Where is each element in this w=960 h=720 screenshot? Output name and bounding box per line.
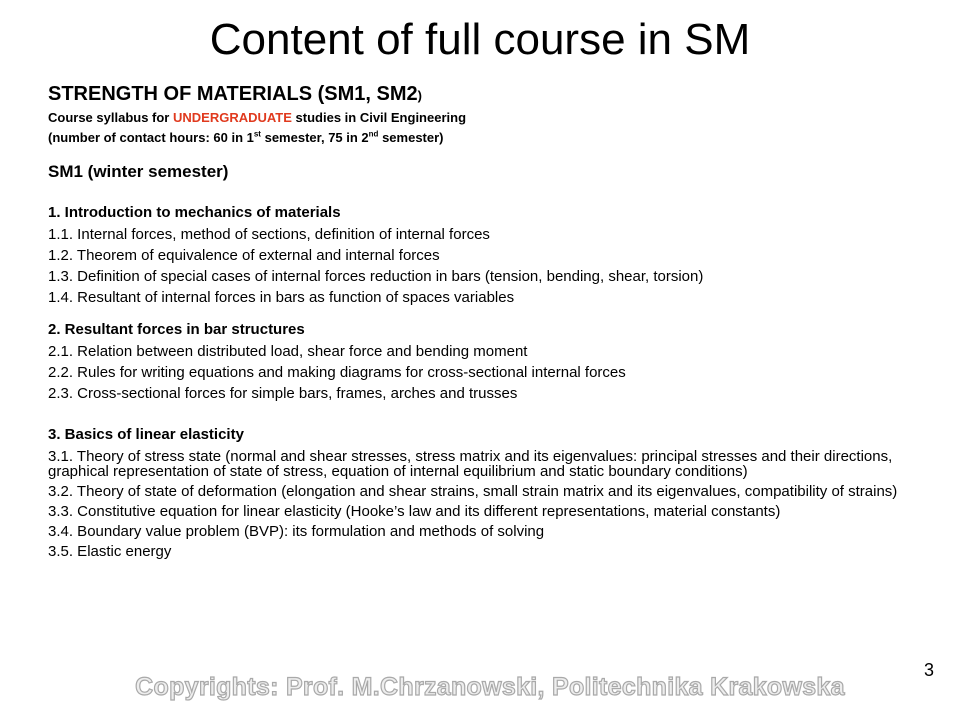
section-resultant-forces [48, 321, 928, 402]
section-title: 1. Introduction to mechanics of materials [48, 204, 341, 221]
list-item: 2.3. Cross-sectional forces for simple bars, frames, arches and trusses [48, 385, 518, 402]
section-title: 3. Basics of linear elasticity [48, 426, 244, 443]
hours-sup-2: nd [368, 129, 379, 139]
list-item: 1.4. Resultant of internal forces in bars as function of spaces variables [48, 289, 515, 306]
contact-hours-line [48, 128, 928, 148]
list-item: 3.4. Boundary value problem (BVP): its formulation and methods of solving [48, 523, 545, 540]
semester-heading: SM1 (winter semester) [48, 162, 229, 181]
syllabus-prefix: Course syllabus for [48, 110, 173, 125]
hours-part-2: semester, 75 in 2 [260, 130, 369, 145]
list-item: 1.1. Internal forces, method of sections, definition of internal forces [48, 226, 490, 243]
page-number: 3 [923, 660, 934, 680]
list-item: 1.2. Theorem of equivalence of external and internal forces [48, 247, 440, 264]
hours-sup-1: st [253, 129, 261, 139]
copyright-watermark: Copyrights: Prof. M.Chrzanowski, Politechnika Krakowska [135, 673, 845, 701]
hours-part-1: (number of contact hours: 60 in 1 [48, 130, 254, 145]
course-heading [48, 82, 928, 108]
list-item: 3.2. Theory of state of deformation (elongation and shear strains, small strain matrix and its eigenvalues, compatibility of strains) [48, 483, 898, 500]
list-item: 3.5. Elastic energy [48, 543, 172, 560]
syllabus-suffix: studies in Civil Engineering [291, 110, 467, 125]
section-introduction [48, 204, 928, 306]
list-item: 2.1. Relation between distributed load, shear force and bending moment [48, 343, 528, 360]
list-item: 2.2. Rules for writing equations and making diagrams for cross-sectional internal forces [48, 364, 626, 381]
course-heading-close: ) [417, 88, 422, 103]
undergraduate-highlight: UNDERGRADUATE [172, 110, 292, 125]
list-item: 1.3. Definition of special cases of internal forces reduction in bars (tension, bending, shear, torsion) [48, 268, 704, 285]
section-linear-elasticity [48, 426, 928, 559]
list-item: 3.1. Theory of stress state (normal and shear stresses, stress matrix and its eigenvalues: principal stresses and their directions, graphical representation of state of stress, equation of internal equilibrium and static boundary conditions) [48, 448, 893, 480]
list-item: 3.3. Constitutive equation for linear elasticity (Hooke’s law and its different representations, material constants) [48, 503, 781, 520]
hours-part-3: semester) [378, 130, 444, 145]
syllabus-content [48, 82, 928, 559]
syllabus-line [48, 108, 928, 128]
course-heading-text: STRENGTH OF MATERIALS (SM1, SM2 [48, 83, 418, 105]
section-title: 2. Resultant forces in bar structures [48, 321, 305, 338]
slide-title: Content of full course in SM [209, 15, 751, 64]
